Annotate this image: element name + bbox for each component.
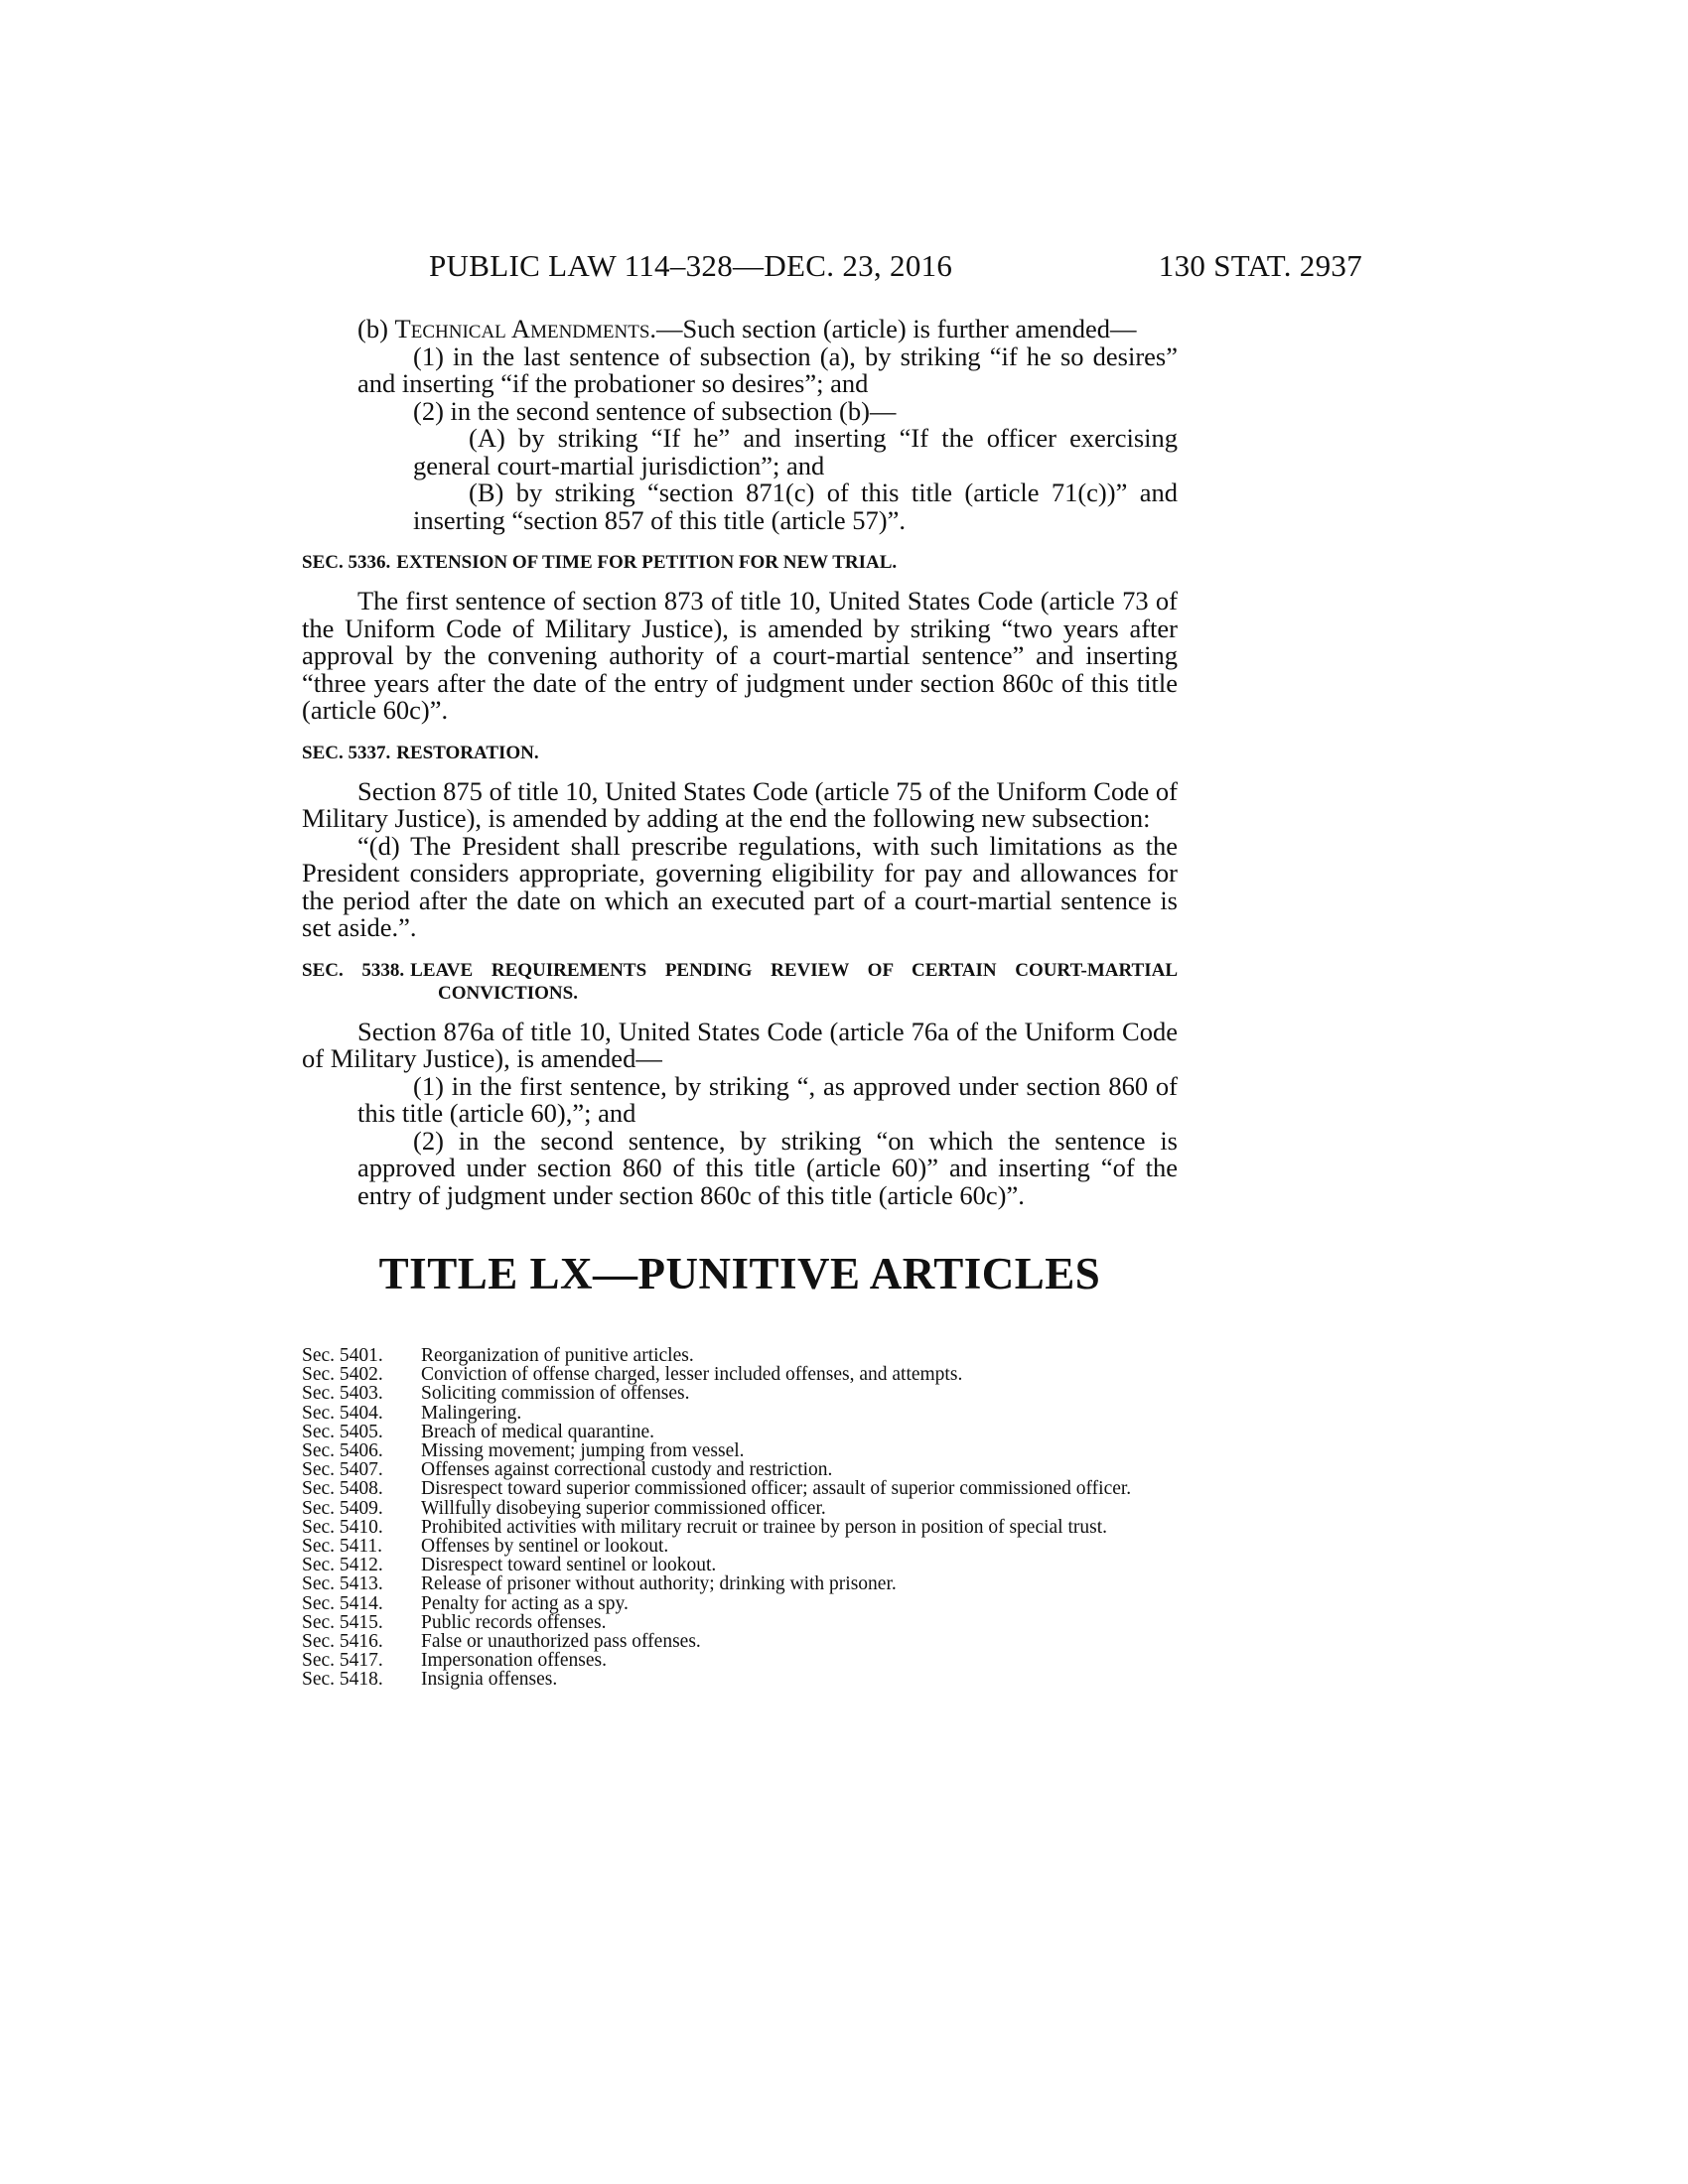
toc-section-number: Sec. 5413. xyxy=(302,1573,383,1595)
toc-entry xyxy=(302,1613,1178,1632)
toc-section-title: False or unauthorized pass offenses. xyxy=(421,1631,701,1653)
toc-section-title: Disrespect toward sentinel or lookout. xyxy=(421,1555,717,1576)
toc-entry xyxy=(302,1479,1178,1498)
toc-section-number: Sec. 5408. xyxy=(302,1478,383,1500)
toc-section-number: Sec. 5404. xyxy=(302,1402,383,1424)
toc-section-number: Sec. 5411. xyxy=(302,1536,383,1558)
toc-section-number: Sec. 5407. xyxy=(302,1459,383,1481)
section-heading-5338: SEC. 5338. LEAVE REQUIREMENTS PENDING REVIEW OF CERTAIN COURT-MARTIAL CONVICTIONS. xyxy=(302,959,1179,1004)
public-law-citation: PUBLIC LAW 114–328—DEC. 23, 2016 xyxy=(429,248,953,283)
toc-section-title: Missing movement; jumping from vessel. xyxy=(421,1440,745,1462)
toc-section-title: Offenses against correctional custody and restriction. xyxy=(421,1459,833,1481)
toc-section-number: Sec. 5416. xyxy=(302,1631,383,1653)
toc-entry xyxy=(302,1346,1178,1365)
toc-section-number: Sec. 5402. xyxy=(302,1364,383,1386)
section-5338-intro: Section 876a of title 10, United States Code (article 76a of the Uniform Code of Military Justice), is amended— xyxy=(302,1016,1178,1073)
running-header xyxy=(429,248,1362,288)
toc-entry xyxy=(302,1556,1178,1574)
section-5338-paragraph-1: (1) in the first sentence, by striking “, as approved under section 860 of this title (article 60),”; and xyxy=(357,1070,1178,1128)
toc-entry xyxy=(302,1404,1178,1423)
technical-amendments-caption: Technical Amendments xyxy=(394,314,650,343)
toc-entry xyxy=(302,1574,1178,1593)
toc-section-title: Soliciting commission of offenses. xyxy=(421,1383,690,1405)
toc-section-title: Offenses by sentinel or lookout. xyxy=(421,1536,669,1558)
toc-section-title: Disrespect toward superior commissioned officer; assault of superior commissioned officer. xyxy=(421,1478,1132,1500)
toc-section-title: Breach of medical quarantine. xyxy=(421,1421,654,1442)
toc-entry xyxy=(302,1384,1178,1403)
toc-section-title: Malingering. xyxy=(421,1402,522,1424)
toc-section-title: Reorganization of punitive articles. xyxy=(421,1345,694,1366)
toc-entry xyxy=(302,1594,1178,1613)
toc-section-number: Sec. 5418. xyxy=(302,1669,383,1691)
toc-section-title: Public records offenses. xyxy=(421,1611,607,1633)
toc-section-title: Conviction of offense charged, lesser included offenses, and attempts. xyxy=(421,1364,963,1386)
section-5336-text: The first sentence of section 873 of title 10, United States Code (article 73 of the Uniform Code of Military Justice), is amended by striking “two years after approval by the convening authority of a court-martial sentence” and inserting “three years after the date of the entry of judgment under section 860c of this title (article 60c)”. xyxy=(302,586,1178,725)
toc-section-number: Sec. 5417. xyxy=(302,1650,383,1672)
toc-entry xyxy=(302,1518,1178,1537)
statutes-page-number: 130 STAT. 2937 xyxy=(1158,248,1362,283)
table-of-contents xyxy=(302,1346,1178,1690)
toc-entry xyxy=(302,1460,1178,1479)
section-5337-text: Section 875 of title 10, United States Code (article 75 of the Uniform Code of Military Justice), is amended by adding at the end the following new subsection: xyxy=(302,775,1178,833)
toc-entry xyxy=(302,1651,1178,1670)
section-5337-quoted-subsection: “(d) The President shall prescribe regulations, with such limitations as the President considers appropriate, governing eligibility for pay and allowances for the period after the date on which an executed part of a court-martial sentence is set aside.”. xyxy=(302,830,1178,942)
toc-entry xyxy=(302,1632,1178,1651)
technical-amendments-intro: (b) Technical Amendments.—Such section (article) is further amended— xyxy=(357,314,1137,343)
toc-section-title: Willfully disobeying superior commissioned officer. xyxy=(421,1497,826,1519)
toc-entry xyxy=(302,1499,1178,1518)
toc-section-number: Sec. 5409. xyxy=(302,1497,383,1519)
section-heading-5337: SEC. 5337. RESTORATION. xyxy=(302,742,539,763)
paragraph-1: (1) in the last sentence of subsection (a), by striking “if he so desires” and inserting “if the probationer so desires”; and xyxy=(357,341,1178,398)
toc-section-title: Penalty for acting as a spy. xyxy=(421,1592,629,1614)
subparagraph-a: (A) by striking “If he” and inserting “If the officer exercising general court-martial jurisdiction”; and xyxy=(413,423,1178,480)
toc-entry xyxy=(302,1365,1178,1384)
toc-section-number: Sec. 5405. xyxy=(302,1421,383,1442)
toc-section-number: Sec. 5414. xyxy=(302,1592,383,1614)
toc-section-title: Prohibited activities with military recruit or trainee by person in position of special trust. xyxy=(421,1516,1108,1538)
toc-section-number: Sec. 5410. xyxy=(302,1516,383,1538)
toc-entry xyxy=(302,1537,1178,1556)
section-heading-5336: SEC. 5336. EXTENSION OF TIME FOR PETITION FOR NEW TRIAL. xyxy=(302,552,898,573)
toc-entry xyxy=(302,1441,1178,1460)
title-heading: TITLE LX—PUNITIVE ARTICLES xyxy=(378,1249,1101,1298)
toc-section-title: Insignia offenses. xyxy=(421,1669,558,1691)
toc-section-number: Sec. 5401. xyxy=(302,1345,383,1366)
document-body xyxy=(302,316,1178,1690)
toc-section-title: Impersonation offenses. xyxy=(421,1650,608,1672)
toc-section-number: Sec. 5403. xyxy=(302,1383,383,1405)
toc-section-title: Release of prisoner without authority; drinking with prisoner. xyxy=(421,1573,897,1595)
toc-entry xyxy=(302,1423,1178,1441)
subparagraph-b: (B) by striking “section 871(c) of this title (article 71(c))” and inserting “section 857 of this title (article 57)”. xyxy=(413,478,1178,535)
toc-entry xyxy=(302,1670,1178,1689)
section-5338-paragraph-2: (2) in the second sentence, by striking “on which the sentence is approved under section 860 of this title (article 60)” and inserting “of the entry of judgment under section 860c of this title (article 60c)”. xyxy=(357,1125,1178,1210)
toc-section-number: Sec. 5415. xyxy=(302,1611,383,1633)
toc-section-number: Sec. 5406. xyxy=(302,1440,383,1462)
toc-section-number: Sec. 5412. xyxy=(302,1555,383,1576)
paragraph-2: (2) in the second sentence of subsection (b)— xyxy=(413,395,897,426)
